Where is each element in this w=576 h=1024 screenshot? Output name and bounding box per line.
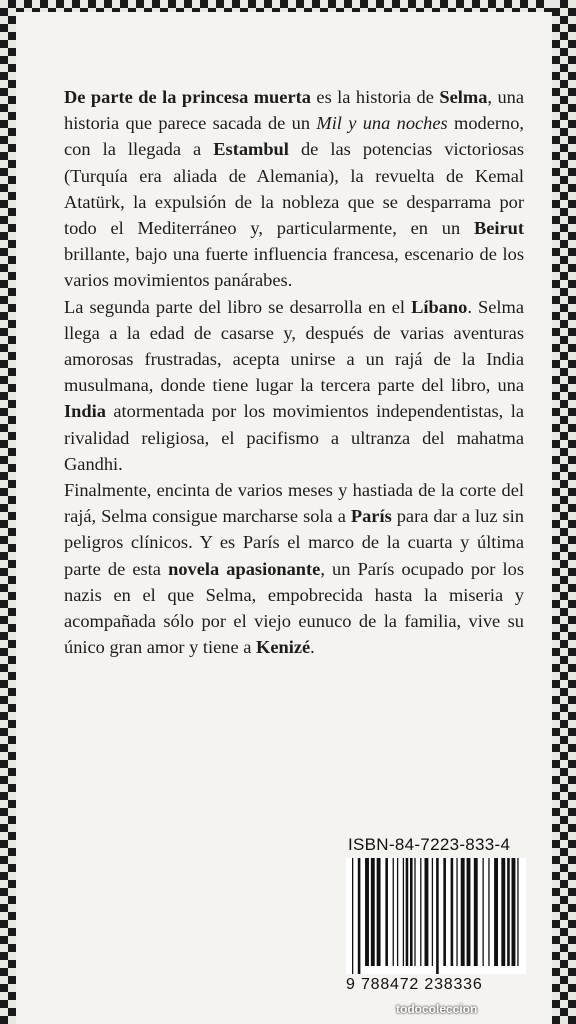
barcode-bar — [517, 858, 518, 966]
barcode — [346, 858, 526, 974]
barcode-bar — [403, 858, 404, 966]
barcode-bar — [377, 858, 381, 966]
text-run: India — [64, 401, 106, 422]
barcode-bar — [461, 858, 465, 966]
text-run: moderno, con la llegada a — [64, 113, 524, 160]
barcode-bar — [443, 858, 446, 966]
paragraph-1 — [64, 84, 524, 294]
text-run: Kenizé — [256, 637, 311, 658]
synopsis-text — [64, 84, 524, 660]
paragraph-2 — [64, 294, 524, 477]
barcode-bar — [507, 858, 510, 966]
barcode-bars — [346, 858, 526, 974]
barcode-bar — [352, 858, 353, 974]
barcode-bar — [451, 858, 454, 966]
ean-number: 9 788472 238336 — [346, 976, 483, 993]
text-run: Beirut — [473, 218, 524, 239]
text-run: Finalmente, encinta de varios meses y hastiada de la corte del rajá, Selma consigue marcharse sola a — [64, 480, 524, 527]
barcode-bar — [483, 858, 484, 966]
barcode-bar — [474, 858, 478, 966]
barcode-bar — [501, 858, 505, 966]
text-run: Selma — [439, 87, 488, 107]
paragraph-3 — [64, 477, 524, 660]
text-run: , una historia que parece sacada de un — [64, 87, 525, 134]
barcode-bar — [358, 858, 361, 974]
barcode-bar — [414, 858, 415, 966]
barcode-bar — [365, 858, 369, 966]
barcode-bar — [397, 858, 398, 966]
text-run: Líbano — [411, 296, 468, 317]
text-run: De parte de la princesa muerta — [64, 87, 311, 107]
barcode-bar — [436, 858, 439, 974]
text-run: , un París ocupado por los nazis en el que Selma, empobrecida hasta la miseria y acompañada sólo por el viejo eunuco de la familia, vive su único gran amor y tiene a — [64, 558, 525, 658]
barcode-bar — [432, 858, 433, 966]
text-run: es la historia de — [310, 87, 440, 107]
isbn-label: ISBN-84-7223-833-4 — [348, 835, 511, 854]
barcode-bar — [425, 858, 429, 966]
barcode-bar — [371, 858, 375, 966]
text-run: atormentada por los movimientos independentistas, la rivalidad religiosa, el pacifismo a ultranza del mahatma Gandhi. — [64, 401, 524, 474]
text-run: para dar a luz sin peligros clínicos. Y es París el marco de la cuarta y última parte de esta — [64, 506, 524, 579]
text-run: de las potencias victoriosas (Turquía era aliada de Alemania), la revuelta de Kemal Atatürk, la expulsión de la nobleza que se desparrama por todo el Mediterráneo y, particularmente, en un — [64, 139, 524, 239]
barcode-bar — [385, 858, 388, 966]
barcode-bar — [456, 858, 457, 966]
checkered-border-left — [0, 0, 16, 1024]
barcode-bar — [512, 858, 516, 966]
text-run: París — [350, 506, 392, 527]
text-run: Mil y una noches — [316, 113, 448, 134]
text-run: La segunda parte del libro se desarrolla en el — [64, 296, 412, 317]
barcode-bar — [420, 858, 421, 966]
checkered-border-right — [552, 0, 576, 1024]
text-run: . — [310, 637, 315, 658]
barcode-bar — [488, 858, 489, 966]
watermark: todocoleccion — [396, 1002, 478, 1016]
barcode-bar — [393, 858, 394, 966]
barcode-bar — [467, 858, 471, 966]
barcode-bar — [410, 858, 413, 966]
text-run: Estambul — [213, 139, 289, 160]
text-run: novela apasionante — [168, 558, 321, 579]
barcode-bar — [494, 858, 498, 966]
text-run: brillante, bajo una fuerte influencia francesa, escenario de los varios movimientos panárabes. — [64, 244, 524, 291]
text-run: . Selma llega a la edad de casarse y, después de varias aventuras amorosas frustradas, acepta unirse a un rajá de la India musulmana, donde tiene lugar la tercera parte del libro, una — [64, 296, 524, 396]
barcode-bar — [406, 858, 409, 966]
